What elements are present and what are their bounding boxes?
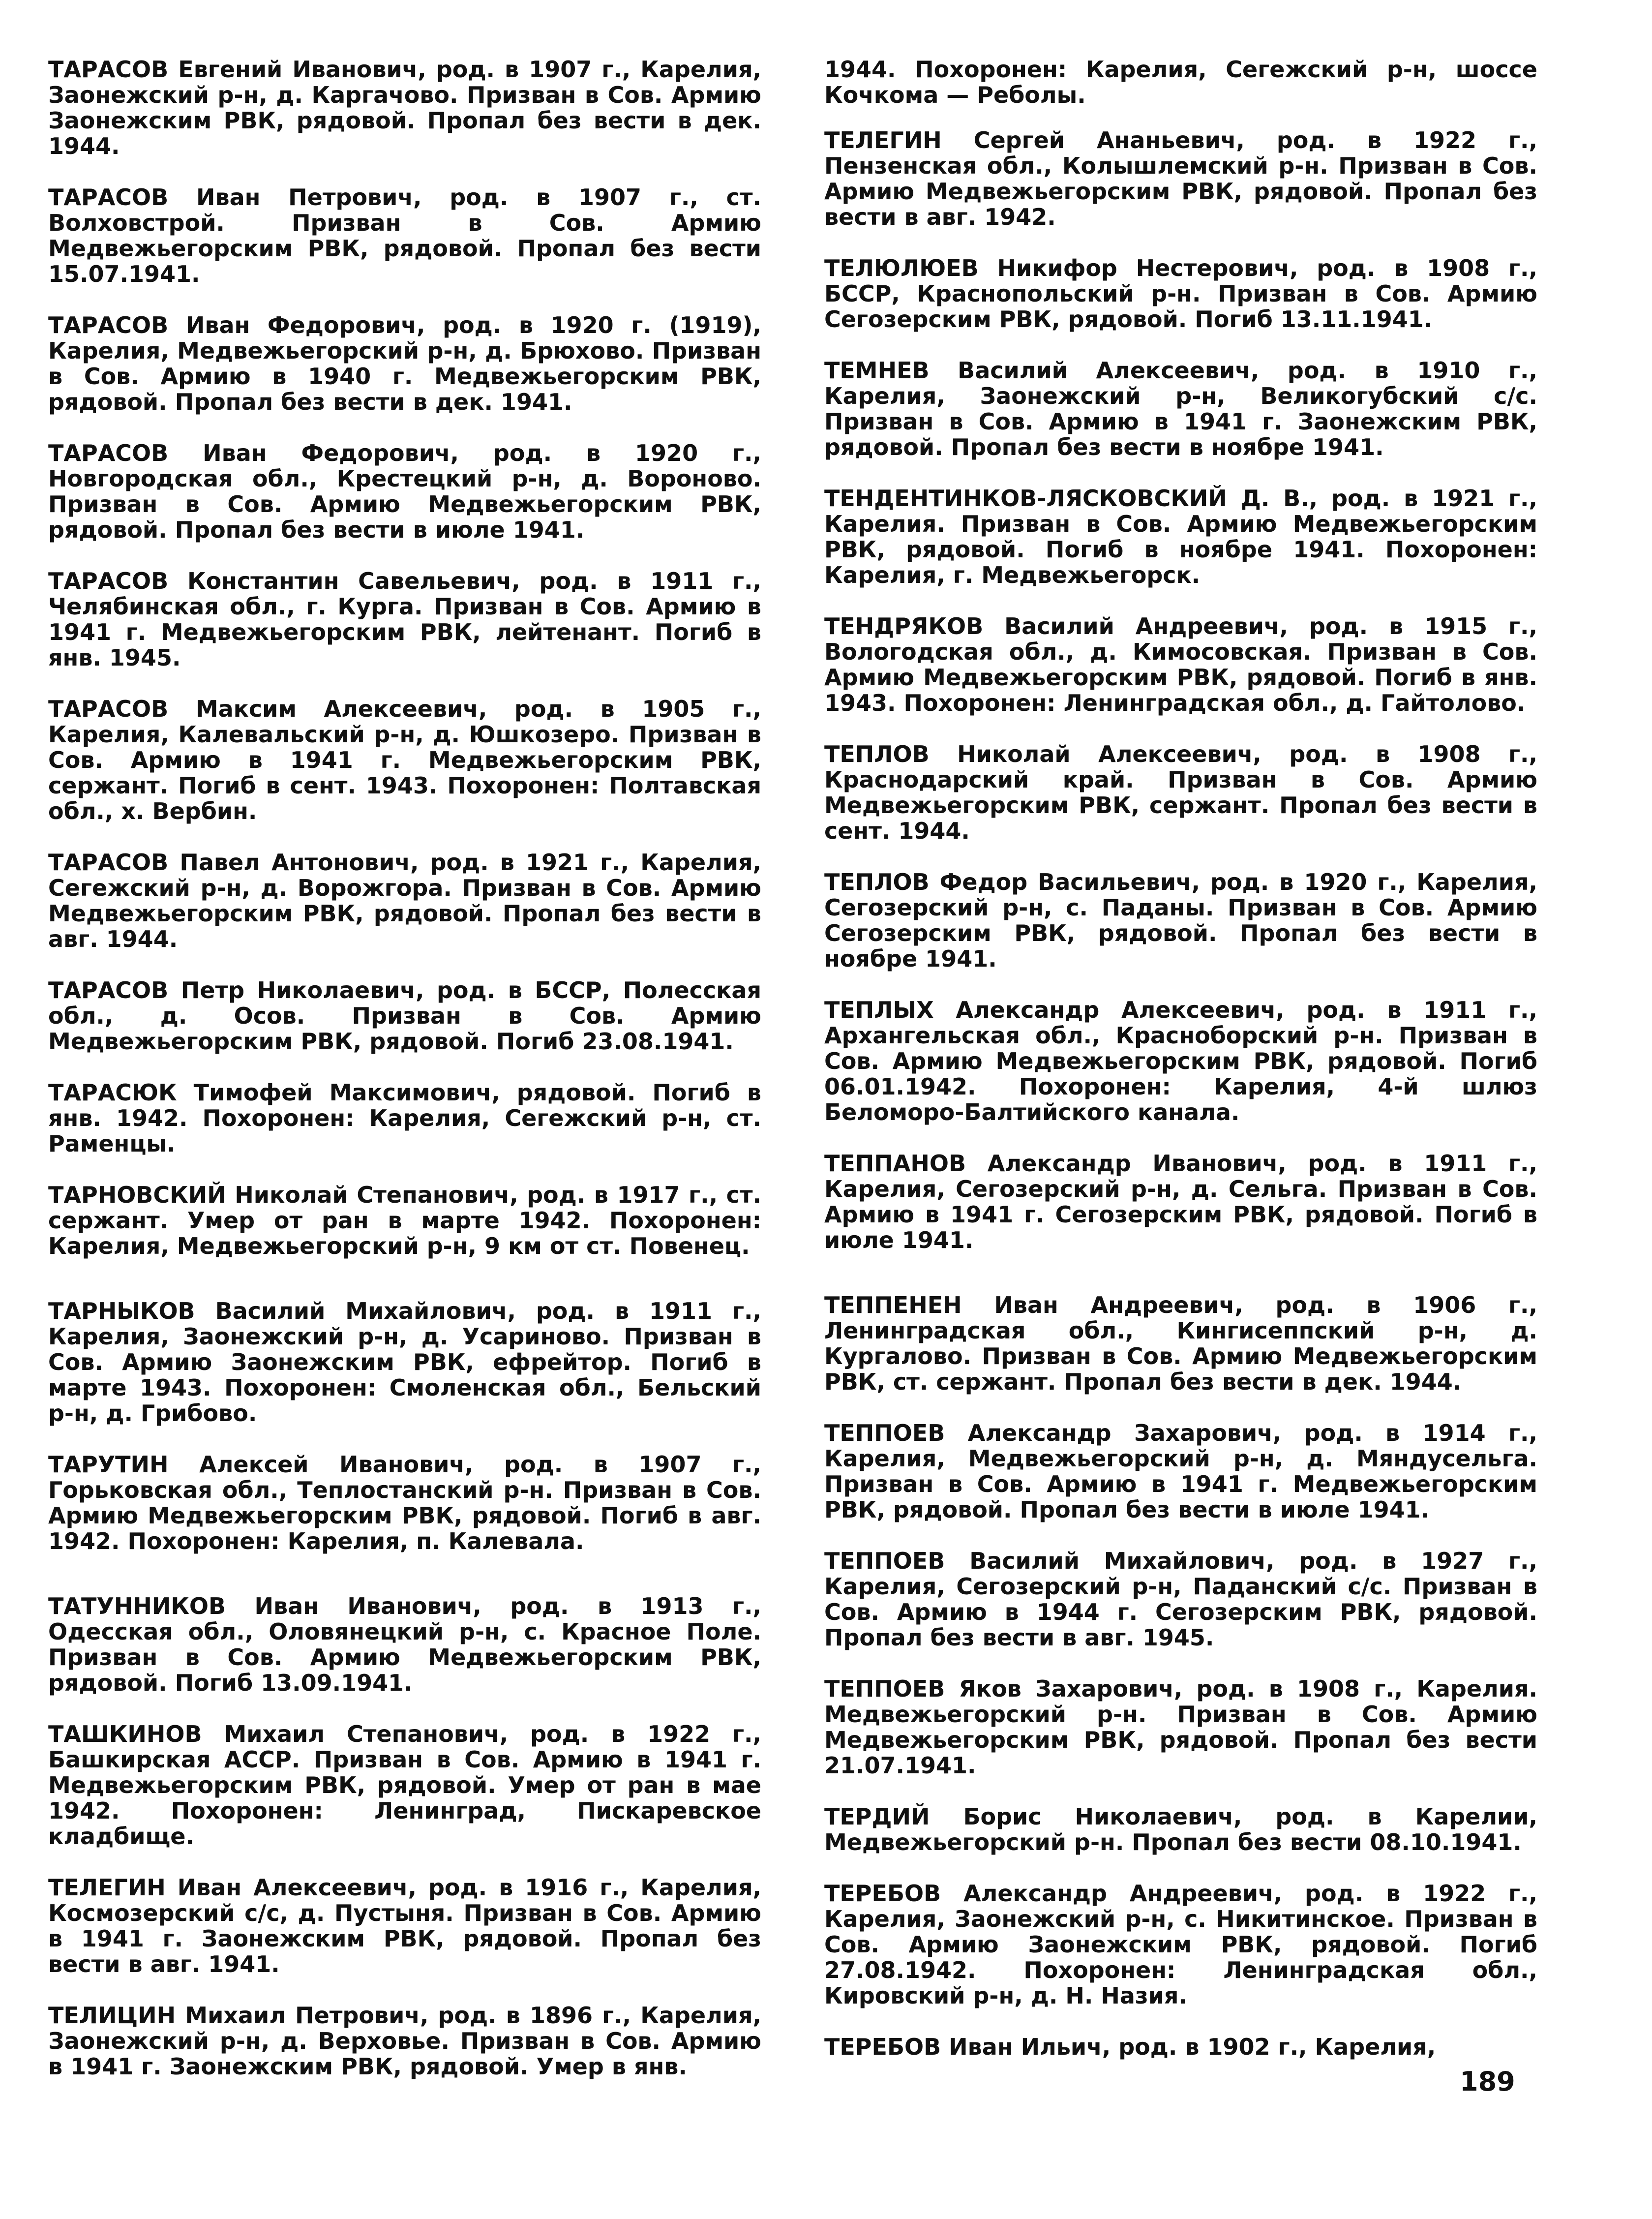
entry-text: род. в 1920 г., Новгородская обл., Крестецкий р-н, д. Вороново. Призван в Сов. Армию Медвежьегорским РВК, рядовой. Пропал без вести в июле 1941. xyxy=(48,440,761,543)
entry xyxy=(824,127,1537,230)
entry xyxy=(48,184,761,287)
entry-text: род. в 1921 г., Карелия. Призван в Сов. Армию Медвежьегорским РВК, рядовой. Погиб в ноябре 1941. Похоронен: Карелия, г. Медвежьегорск. xyxy=(824,485,1537,588)
entry-name: ТЕППЕНЕН Иван Андреевич, xyxy=(824,1292,1243,1318)
entry-text: род. в 1905 г., Карелия, Калевальский р-н, д. Юшкозеро. Призван в Сов. Армию в 1941 г. Медвежьегорским РВК, сержант. Погиб в сент. 1943. Похоронен: Полтавская обл., х. Вербин. xyxy=(48,696,761,824)
entry-text: род. в Карелии, Медвежьегорский р-н. Пропал без вести 08.10.1941. xyxy=(824,1803,1537,1855)
entry-text: род. в 1911 г., Челябинская обл., г. Курга. Призван в Сов. Армию в 1941 г. Медвежьегорским РВК, лейтенант. Погиб в янв. 1945. xyxy=(48,568,761,671)
entry-name: ТАРАСОВ Иван Петрович, xyxy=(48,184,422,211)
entry xyxy=(48,2003,761,2079)
entry xyxy=(48,1452,761,1554)
entry-name: ТЕПЛОВ Федор Васильевич, xyxy=(824,869,1201,895)
entry-text: род. в 1922 г., Башкирская АССР. Призван в Сов. Армию в 1941 г. Медвежьегорским РВК, рядовой. Умер от ран в мае 1942. Похоронен: Ленинград, Пискаревское кладбище. xyxy=(48,1721,761,1850)
entry xyxy=(824,255,1537,332)
entry-name: ТАШКИНОВ Михаил Степанович, xyxy=(48,1721,509,1747)
entry-name: ТЕПЛОВ Николай Алексеевич, xyxy=(824,741,1262,767)
entry xyxy=(48,1182,761,1259)
entry-text: рядовой. Погиб в янв. 1942. Похоронен: Карелия, Сегежский р-н, ст. Раменцы. xyxy=(48,1079,761,1157)
entry-text: род. в 1907 г., Карелия, Заонежский р-н, д. Каргачово. Призван в Сов. Армию Заонежским РВК, рядовой. Пропал без вести в дек. 1944. xyxy=(48,56,761,159)
right-column xyxy=(824,57,1537,2085)
entry-name: ТАРАСЮК Тимофей Максимович, xyxy=(48,1079,500,1106)
entry-name: ТАРАСОВ Павел Антонович, xyxy=(48,849,419,876)
entry-text: род. в 1906 г., Ленинградская обл., Кингисеппский р-н, д. Кургалово. Призван в Сов. Армию Медвежьегорским РВК, ст. сержант. Пропал без вести в дек. 1944. xyxy=(824,1292,1537,1395)
entry-text: род. в БССР, Полесская обл., д. Осов. Призван в Сов. Армию Медвежьегорским РВК, рядовой. Погиб 23.08.1941. xyxy=(48,977,761,1055)
entry-name: ТАТУННИКОВ Иван Иванович, xyxy=(48,1593,481,1619)
entry-name: ТЕППОЕВ Яков Захарович, xyxy=(824,1675,1183,1702)
entry-name: ТЕЛЮЛЮЕВ Никифор Нестерович, xyxy=(824,255,1298,281)
entry-name: ТАРУТИН Алексей Иванович, xyxy=(48,1451,474,1478)
entry xyxy=(824,1420,1537,1522)
entry xyxy=(824,997,1537,1125)
entry-name: ТЕПЛЫХ Александр Алексеевич, xyxy=(824,997,1285,1023)
entry xyxy=(48,1721,761,1849)
entry-name: ТЕППАНОВ Александр Иванович, xyxy=(824,1150,1287,1177)
entry-name: ТАРНОВСКИЙ Николай Степанович, xyxy=(48,1182,518,1208)
entry xyxy=(824,358,1537,460)
entry-text: род. в 1911 г., Карелия, Заонежский р-н, д. Усариново. Призван в Сов. Армию Заонежским РВК, ефрейтор. Погиб в марте 1943. Похоронен: Смоленская обл., Бельский р-н, д. Грибово. xyxy=(48,1298,761,1427)
entry-text: род. в 1920 г. (1919), Карелия, Медвежьегорский р-н, д. Брюхово. Призван в Сов. Армию в 1940 г. Медвежьегорским РВК, рядовой. Пропал без вести в дек. 1941. xyxy=(48,312,761,415)
entry-text: род. в 1927 г., Карелия, Сегозерский р-н, Паданский с/с. Призван в Сов. Армию в 1944 г. Сегозерским РВК, рядовой. Пропал без вести в авг. 1945. xyxy=(824,1548,1537,1651)
entry-name: ТЕЛЕГИН Иван Алексеевич, xyxy=(48,1874,417,1901)
entry-name: ТЕНДЕНТИНКОВ-ЛЯСКОВСКИЙ Д. В., xyxy=(824,485,1318,512)
entry-text: род. в 1907 г., Горьковская обл., Теплостанский р-н. Призван в Сов. Армию Медвежьегорским РВК, рядовой. Погиб в авг. 1942. Похоронен: Карелия, п. Калевала. xyxy=(48,1451,761,1554)
entry-text: род. в 1916 г., Карелия, Космозерский с/с, д. Пустыня. Призван в Сов. Армию в 1941 г. Заонежским РВК, рядовой. Пропал без вести в авг. 1941. xyxy=(48,1874,761,1977)
entry-text: род. в 1908 г., Краснодарский край. Призван в Сов. Армию Медвежьегорским РВК, сержант. Пропал без вести в сент. 1944. xyxy=(824,741,1537,844)
entry xyxy=(48,1080,761,1156)
entry xyxy=(48,440,761,543)
entry-text: род. в 1922 г., Пензенская обл., Колышлемский р-н. Призван в Сов. Армию Медвежьегорским РВК, рядовой. Пропал без вести в авг. 1942. xyxy=(824,127,1537,230)
entry-name: ТЕЛИЦИН Михаил Петрович, xyxy=(48,2002,429,2029)
entry-text: род. в 1908 г., БССР, Краснопольский р-н. Призван в Сов. Армию Сегозерским РВК, рядовой. Погиб 13.11.1941. xyxy=(824,255,1537,333)
entry xyxy=(48,568,761,670)
entry-text: род. в 1896 г., Карелия, Заонежский р-н, д. Верховье. Призван в Сов. Армию в 1941 г. Заонежским РВК, рядовой. Умер в янв. xyxy=(48,2002,761,2080)
entry-text: род. в 1917 г., ст. сержант. Умер от ран в марте 1942. Похоронен: Карелия, Медвежьегорский р-н, 9 км от ст. Повенец. xyxy=(48,1182,761,1259)
entry xyxy=(48,850,761,952)
entry-name: ТАРАСОВ Петр Николаевич, xyxy=(48,977,424,1003)
entry-name: ТЕППОЕВ Василий Михайлович, xyxy=(824,1548,1275,1574)
entry-text: род. в 1922 г., Карелия, Заонежский р-н, с. Никитинское. Призван в Сов. Армию Заонежским РВК, рядовой. Погиб 27.08.1942. Похоронен: Ленинградская обл., Кировский р-н, д. Н. Назия. xyxy=(824,1880,1537,2009)
entry xyxy=(48,696,761,824)
entry xyxy=(824,486,1537,588)
entry-name: ТАРАСОВ Евгений Иванович, xyxy=(48,56,426,83)
entry-name: ТЕРДИЙ Борис Николаевич, xyxy=(824,1803,1242,1830)
entry-text: род. в 1907 г., ст. Волховстрой. Призван в Сов. Армию Медвежьегорским РВК, рядовой. Пропал без вести 15.07.1941. xyxy=(48,184,761,287)
entry-text: род. в 1902 г., Карелия, xyxy=(1111,2034,1436,2060)
left-column xyxy=(48,57,761,2105)
entry-name: ТЕППОЕВ Александр Захарович, xyxy=(824,1420,1282,1446)
entry-name: ТЕРЕБОВ Александр Андреевич, xyxy=(824,1880,1283,1907)
entry-name: ТЕРЕБОВ Иван Ильич, xyxy=(824,2034,1111,2060)
entry-text: род. в 1920 г., Карелия, Сегозерский р-н, с. Паданы. Призван в Сов. Армию Сегозерским РВК, рядовой. Пропал без вести в ноябре 1941. xyxy=(824,869,1537,972)
entry xyxy=(48,312,761,415)
entry-text: род. в 1921 г., Карелия, Сегежский р-н, д. Ворожгора. Призван в Сов. Армию Медвежьегорским РВК, рядовой. Пропал без вести в авг. 1944. xyxy=(48,849,761,952)
continued-entry-text: 1944. Похоронен: Карелия, Сегежский р-н, шоссе Кочкома — Реболы. xyxy=(824,56,1537,108)
entry-text: род. в 1908 г., Карелия. Медвежьегорский р-н. Призван в Сов. Армию Медвежьегорским РВК, рядовой. Пропал без вести 21.07.1941. xyxy=(824,1675,1537,1779)
entry xyxy=(824,1881,1537,2008)
entry-name: ТАРНЫКОВ Василий Михайлович, xyxy=(48,1298,516,1324)
entry-name: ТЕНДРЯКОВ Василий Андреевич, xyxy=(824,613,1289,639)
entry-name: ТАРАСОВ Максим Алексеевич, xyxy=(48,696,487,722)
entry-name: ТАРАСОВ Константин Савельевич, xyxy=(48,568,520,594)
entry-text: род. в 1911 г., Архангельская обл., Красноборский р-н. Призван в Сов. Армию Медвежьегорским РВК, рядовой. Погиб 06.01.1942. Похоронен: Карелия, 4-й шлюз Беломоро-Балтийского канала. xyxy=(824,997,1537,1125)
entry-text: род. в 1910 г., Карелия, Заонежский р-н, Великогубский с/с. Призван в Сов. Армию в 1941 г. Заонежским РВК, рядовой. Пропал без вести в ноябре 1941. xyxy=(824,357,1537,460)
entry xyxy=(48,1593,761,1696)
entry-text: род. в 1913 г., Одесская обл., Оловянецкий р-н, с. Красное Поле. Призван в Сов. Армию Медвежьегорским РВК, рядовой. Погиб 13.09.1941. xyxy=(48,1593,761,1696)
entry-text: род. в 1911 г., Карелия, Сегозерский р-н, д. Сельга. Призван в Сов. Армию в 1941 г. Сегозерским РВК, рядовой. Погиб в июле 1941. xyxy=(824,1150,1537,1253)
entry-name: ТЕМНЕВ Василий Алексеевич, xyxy=(824,357,1260,384)
entry xyxy=(824,2034,1537,2060)
entry xyxy=(48,57,761,159)
entry xyxy=(824,1548,1537,1650)
entry xyxy=(48,1298,761,1426)
entry xyxy=(48,1875,761,1977)
entry xyxy=(824,1151,1537,1253)
entry xyxy=(824,869,1537,972)
entry-name: ТАРАСОВ Иван Федорович, xyxy=(48,440,459,466)
entry xyxy=(48,977,761,1054)
entry-name: ТЕЛЕГИН Сергей Ананьевич, xyxy=(824,127,1245,153)
entry xyxy=(824,1292,1537,1395)
entry xyxy=(824,741,1537,844)
entry-text: род. в 1915 г., Вологодская обл., д. Кимосовская. Призван в Сов. Армию Медвежьегорским РВК, рядовой. Погиб в янв. 1943. Похоронен: Ленинградская обл., д. Гайтолово. xyxy=(824,613,1537,716)
entry xyxy=(824,1676,1537,1778)
page-number: 189 xyxy=(1460,2066,1515,2097)
entry-text: род. в 1914 г., Карелия, Медвежьегорский р-н, д. Мяндусельга. Призван в Сов. Армию в 1941 г. Медвежьегорским РВК, рядовой. Пропал без вести в июле 1941. xyxy=(824,1420,1537,1523)
entry xyxy=(824,613,1537,716)
entry xyxy=(824,1804,1537,1855)
entry-name: ТАРАСОВ Иван Федорович, xyxy=(48,312,425,338)
